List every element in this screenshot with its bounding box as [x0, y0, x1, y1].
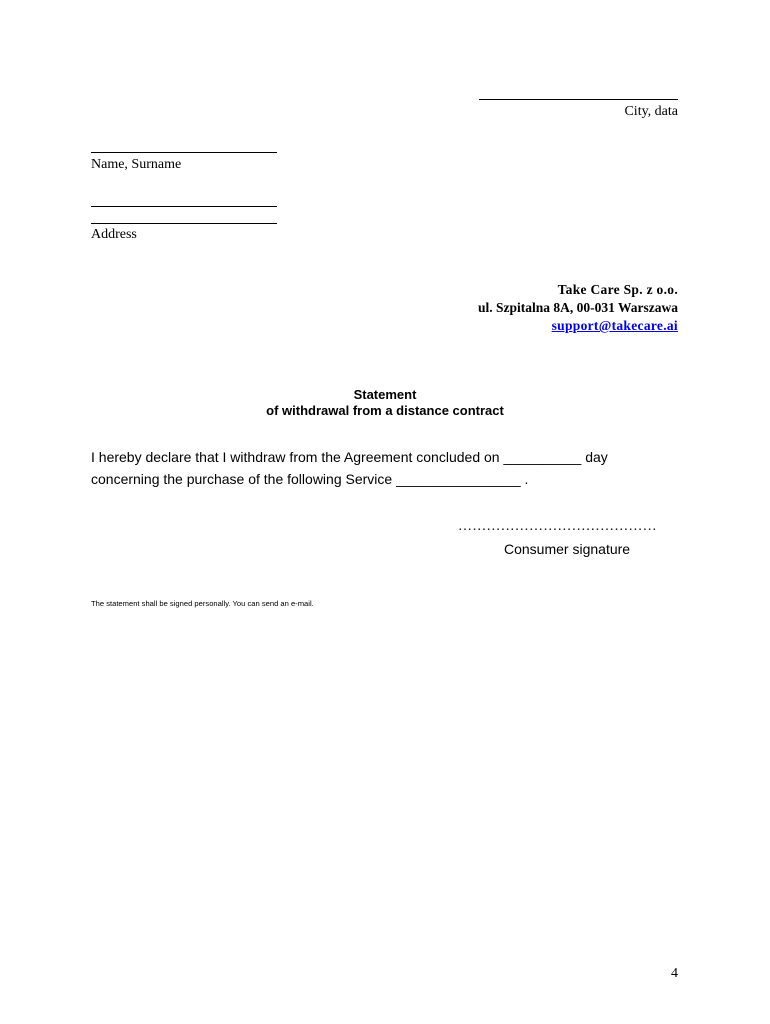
city-date-label: City, data [624, 104, 678, 119]
company-email-link[interactable]: support@takecare.ai [551, 318, 678, 333]
city-date-line [479, 99, 678, 100]
page-number: 4 [671, 966, 678, 981]
statement-subtitle: of withdrawal from a distance contract [266, 403, 504, 418]
footer-note: The statement shall be signed personally. You can send an e-mail. [91, 599, 314, 608]
address-line-1 [91, 206, 277, 207]
statement-body-line-1: I hereby declare that I withdraw from the Agreement concluded on __________ day [91, 449, 608, 465]
signature-label: Consumer signature [504, 541, 631, 557]
company-name: Take Care Sp. z o.o. [557, 282, 678, 297]
statement-body-line-2: concerning the purchase of the following Service ________________ . [91, 471, 529, 487]
company-address: ul. Szpitalna 8A, 00-031 Warszawa [477, 300, 678, 315]
name-surname-label: Name, Surname [91, 157, 182, 172]
address-label: Address [91, 227, 137, 242]
address-line-2 [91, 223, 277, 224]
signature-dots: …………………………………… [458, 519, 657, 534]
statement-title: Statement [353, 387, 417, 402]
name-surname-line [91, 152, 277, 153]
